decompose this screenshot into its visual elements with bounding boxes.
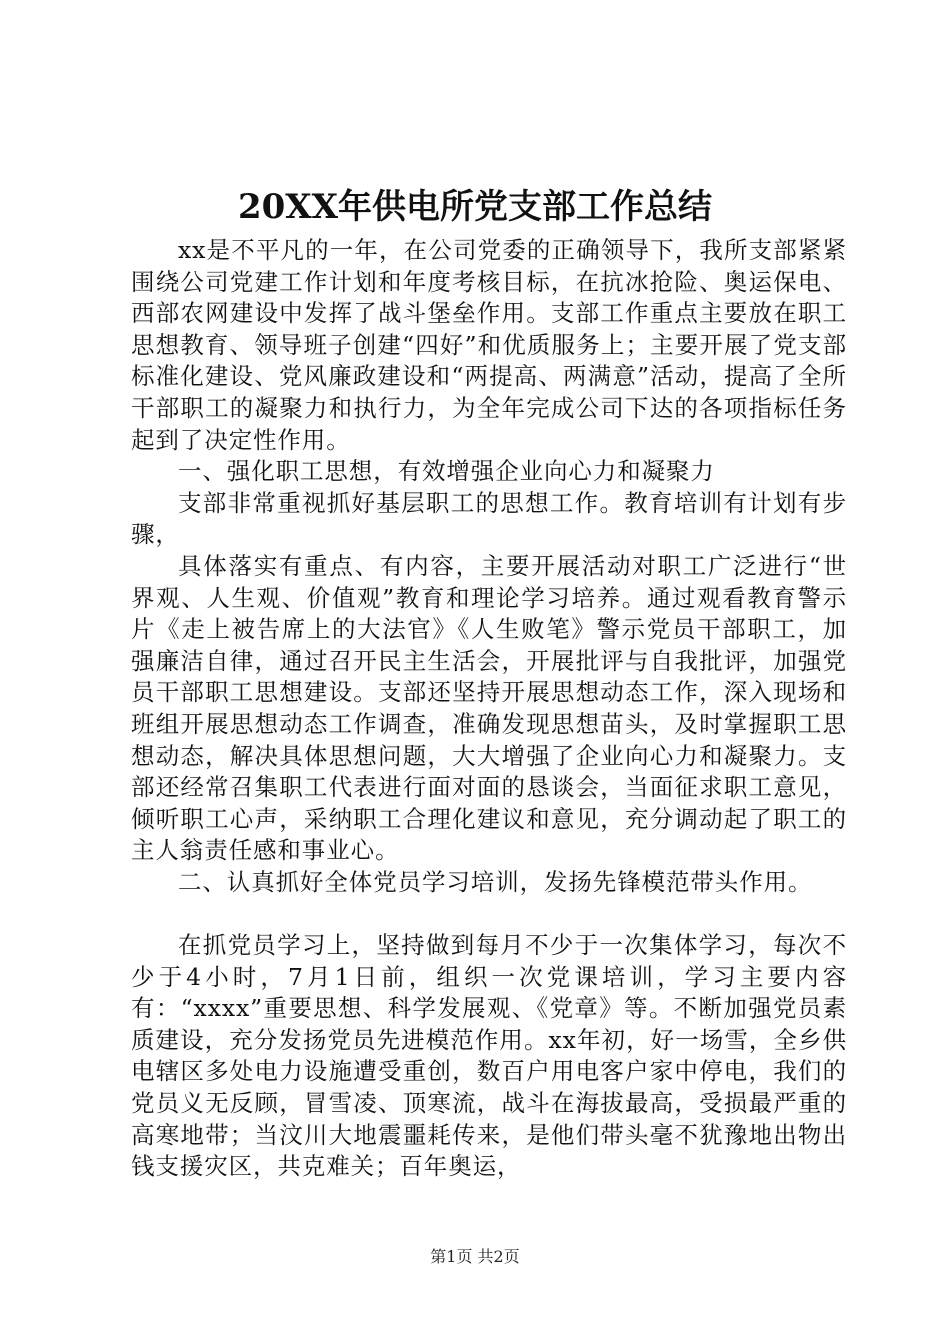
paragraph-section1-a: 支部非常重视抓好基层职工的思想工作。教育培训有计划有步骤， [131,488,847,549]
document-body [131,235,847,1183]
section-heading-2: 二、认真抓好全体党员学习培训，发扬先锋模范带头作用。 [178,867,813,896]
paragraph-section1-b: 具体落实有重点、有内容，主要开展活动对职工广泛进行“世界观、人生观、价值观”教育和理论学习培养。通过观看教育警示片《走上被告席上的大法官》《人生败笔》警示党员干部职工，加强廉洁自律，通过召开民主生活会，开展批评与自我批评，加强党员干部职工思想建设。支部还坚持开展思想动态工作，深入现场和班组开展思想动态工作调查，准确发现思想苗头，及时掌握职工思想动态，解决具体思想问题，大大增强了企业向心力和凝聚力。支部还经常召集职工代表进行面对面的恳谈会，当面征求职工意见，倾听职工心声，采纳职工合理化建议和意见，充分调动起了职工的主人翁责任感和事业心。 [131,551,847,865]
paragraph-intro: xx是不平凡的一年，在公司党委的正确领导下，我所支部紧紧围绕公司党建工作计划和年度考核目标，在抗冰抢险、奥运保电、西部农网建设中发挥了战斗堡垒作用。支部工作重点主要放在职工思想教育、领导班子创建“四好”和优质服务上；主要开展了党支部标准化建设、党风廉政建设和“两提高、两满意”活动，提高了全所干部职工的凝聚力和执行力，为全年完成公司下达的各项指标任务起到了决定性作用。 [131,236,847,454]
page-number-footer: 第1页 共2页 [430,1247,520,1266]
paragraph-section2: 在抓党员学习上，坚持做到每月不少于一次集体学习，每次不少于4小时，7月1日前，组织一次党课培训，学习主要内容有：“xxxx”重要思想、科学发展观、《党章》等。不断加强党员素质建设，充分发扬党员先进模范作用。xx年初，好一场雪，全乡供电辖区多处电力设施遭受重创，数百户用电客户家中停电，我们的党员义无反顾，冒雪凌、顶寒流，战斗在海拔最高，受损最严重的高寒地带；当汶川大地震噩耗传来，是他们带头毫不犹豫地出物出钱支援灾区，共克难关；百年奥运， [131,931,847,1181]
section-heading-1: 一、强化职工思想，有效增强企业向心力和凝聚力 [178,457,715,486]
document-title: 20XX年供电所党支部工作总结 [237,187,713,227]
